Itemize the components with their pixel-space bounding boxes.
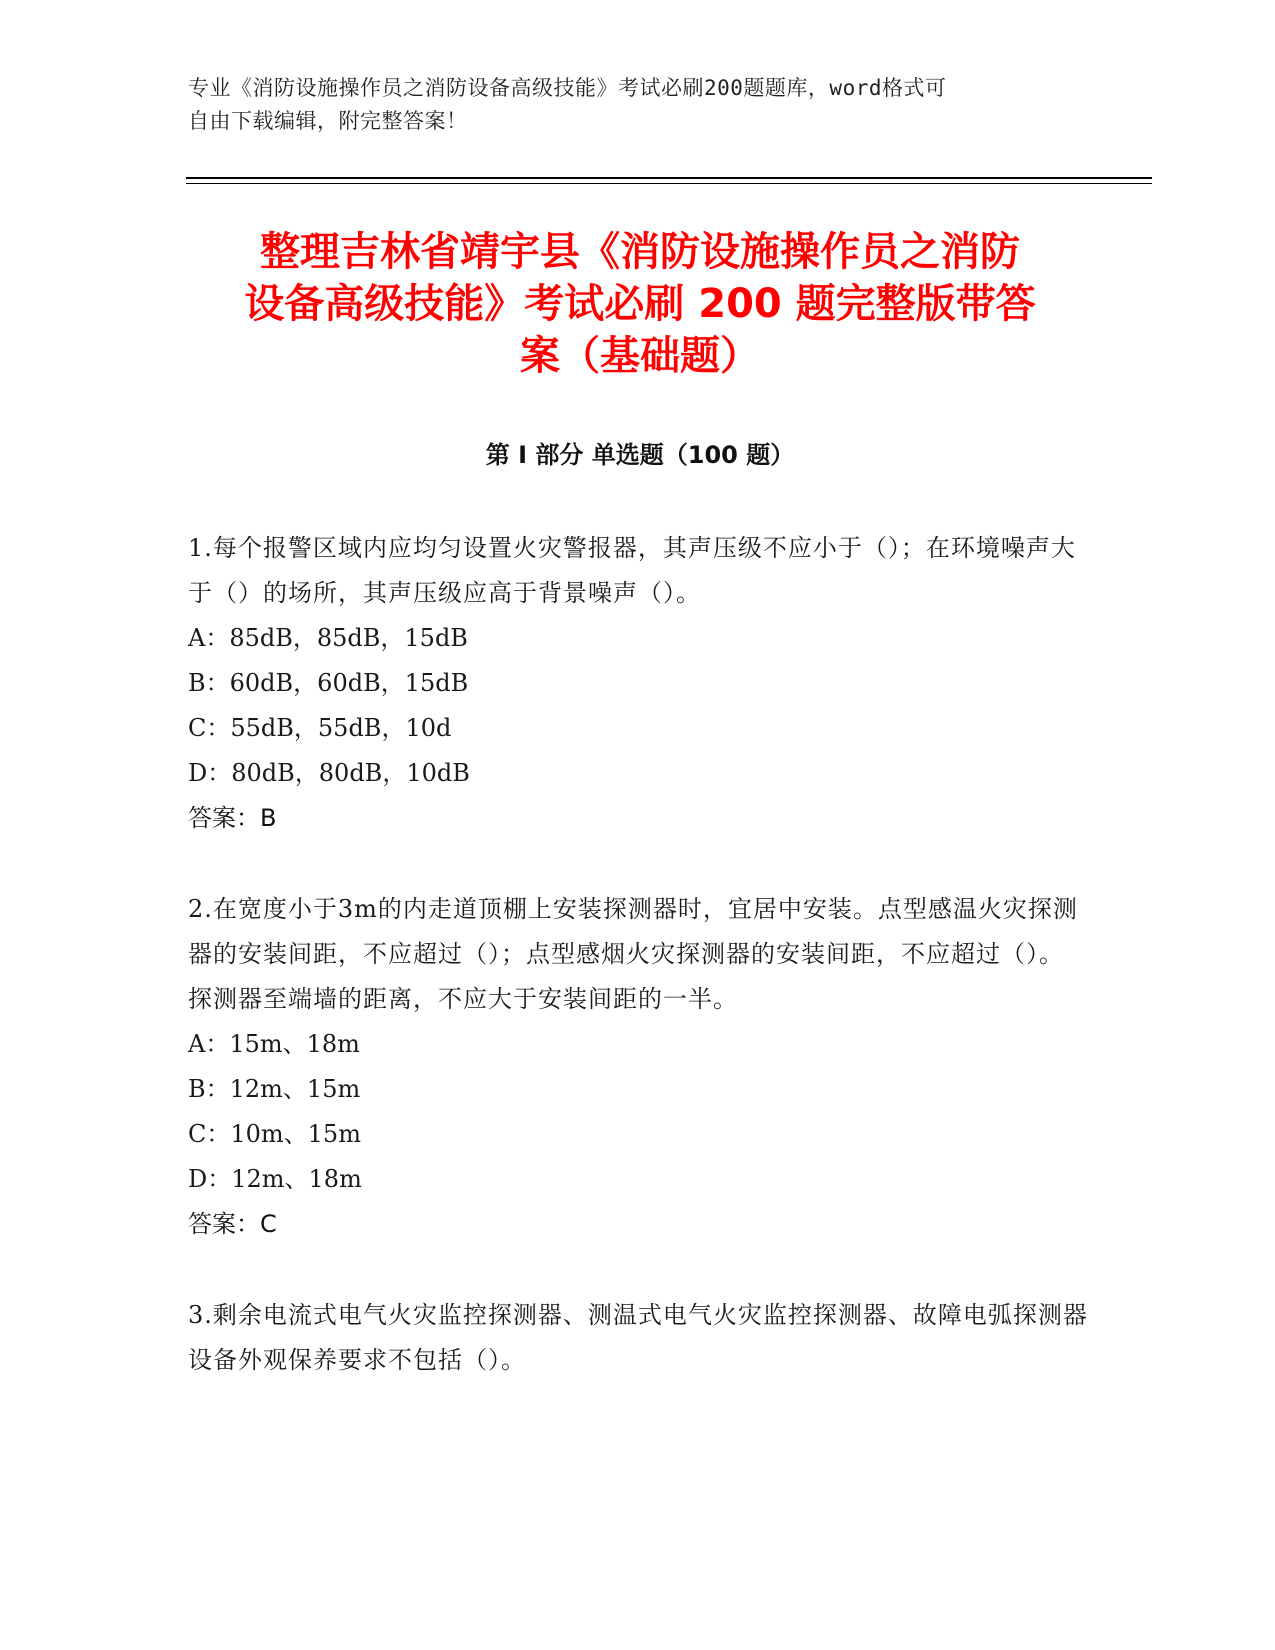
header-note bbox=[188, 72, 1088, 138]
option-d: D：12m、18m bbox=[188, 1165, 362, 1193]
option-c: C：55dB，55dB，10d bbox=[188, 714, 452, 742]
question-3 bbox=[188, 1293, 1088, 1383]
question-list bbox=[188, 526, 1088, 1429]
document-title-line-3: 案（基础题） bbox=[520, 333, 760, 379]
document-title bbox=[180, 226, 1100, 382]
question-1 bbox=[188, 526, 1088, 841]
header-divider-thick bbox=[186, 177, 1152, 179]
option-a: A：15m、18m bbox=[188, 1030, 360, 1058]
option-d: D：80dB，80dB，10dB bbox=[188, 759, 470, 787]
option-a: A：85dB，85dB，15dB bbox=[188, 624, 468, 652]
answer: 答案：C bbox=[188, 1210, 277, 1238]
document-title-line-2: 设备高级技能》考试必刷 200 题完整版带答 bbox=[244, 281, 1036, 327]
question-text: 3.剩余电流式电气火灾监控探测器、测温式电气火灾监控探测器、故障电弧探测器设备外观保养要求不包括（）。 bbox=[188, 1301, 1088, 1374]
question-text: 1.每个报警区域内应均匀设置火灾警报器，其声压级不应小于（）；在环境噪声大于（）的场所，其声压级应高于背景噪声（）。 bbox=[188, 534, 1076, 607]
option-b: B：12m、15m bbox=[188, 1075, 361, 1103]
answer: 答案：B bbox=[188, 804, 277, 832]
option-b: B：60dB，60dB，15dB bbox=[188, 669, 469, 697]
header-divider-thin bbox=[186, 183, 1152, 184]
option-c: C：10m、15m bbox=[188, 1120, 361, 1148]
question-text: 2.在宽度小于3m的内走道顶棚上安装探测器时，宜居中安装。点型感温火灾探测器的安装间距，不应超过（）；点型感烟火灾探测器的安装间距，不应超过（）。探测器至端墙的距离，不应大于安装间距的一半。 bbox=[188, 895, 1078, 1013]
header-note-line-1: 专业《消防设施操作员之消防设备高级技能》考试必刷200题题库，word格式可 bbox=[188, 76, 947, 100]
header-note-line-2: 自由下载编辑，附完整答案！ bbox=[188, 109, 468, 133]
question-2 bbox=[188, 887, 1088, 1247]
document-title-line-1: 整理吉林省靖宇县《消防设施操作员之消防 bbox=[260, 229, 1020, 275]
section-title: 第 I 部分 单选题（100 题） bbox=[485, 441, 795, 469]
